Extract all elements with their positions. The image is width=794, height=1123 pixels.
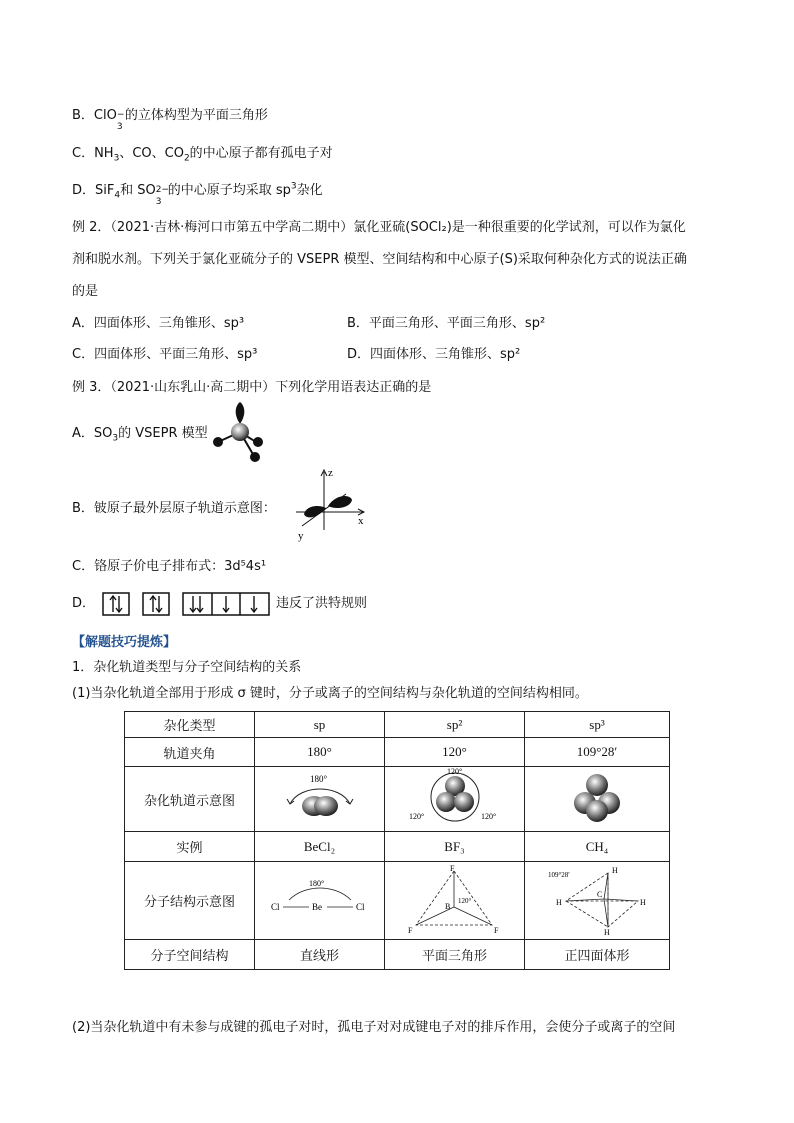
example2-option-c: C．四面体形、平面三角形、sp³ — [72, 347, 258, 362]
example2-line3: 的是 — [72, 284, 99, 299]
sp2-angle-left: 120° — [408, 812, 424, 821]
table-cell: CH₄ — [525, 832, 670, 862]
table-cell: 109°28′ — [525, 738, 670, 767]
table-cell: sp³ — [525, 712, 670, 738]
table-cell: 120° — [385, 738, 525, 767]
bf3-f-right: F — [493, 925, 498, 935]
tips-sub-2: (2)当杂化轨道中有未参与成键的孤电子对时，孤电子对对成键电子对的排斥作用，会使分子或离子的空间 — [72, 1020, 676, 1035]
so3-vsepr-model-image — [210, 402, 274, 464]
example2-option-b: B．平面三角形、平面三角形、sp² — [347, 316, 546, 331]
sp3-orbital-image — [567, 769, 627, 825]
ch4-structure-cell — [525, 862, 670, 940]
becl2-be: Be — [311, 901, 322, 912]
becl2-structure-cell — [255, 862, 385, 940]
table-cell: BF₃ — [385, 832, 525, 862]
example3-title: 例 3．（2021·山东乳山·高二期中）下列化学用语表达正确的是 — [72, 380, 432, 395]
option-b-clo3: B．ClO − 3 的立体构型为平面三角形 — [72, 108, 268, 132]
example2-line1: 例 2．（2021·吉林·梅河口市第五中学高二期中）氯化亚硫(SOCl₂)是一种很重要的化学试剂，可以作为氯化 — [72, 220, 686, 235]
tips-heading: 【解题技巧提炼】 — [72, 635, 177, 650]
option-c-lone-pair: C．$NH_3$、CO、$CO_2$的中心原子都有孤电子对 — [72, 146, 333, 164]
ch4-angle: 109°28′ — [548, 870, 570, 879]
bf3-angle: 120° — [457, 896, 471, 905]
orbital-box-1 — [102, 592, 130, 616]
ch4-h-right: H — [640, 897, 646, 907]
example2-line2: 剂和脱水剂。下列关于氯化亚硫分子的 VSEPR 模型、空间结构和中心原子(S)采取何种杂化方式的说法正确 — [72, 252, 687, 267]
table-cell: 平面三角形 — [385, 940, 525, 970]
ch4-h-left: H — [556, 897, 562, 907]
orbital-box-2 — [142, 592, 170, 616]
becl2-structure-image — [265, 874, 375, 924]
sp-angle-label: 180° — [309, 774, 327, 784]
sp3-orbital-diagram-cell — [525, 767, 670, 832]
ch4-h-bottom: H — [604, 927, 610, 935]
tips-point-1: 1．杂化轨道类型与分子空间结构的关系 — [72, 660, 302, 675]
bf3-b: B — [444, 901, 450, 911]
axis-x-label: x — [358, 515, 364, 527]
table-cell: 直线形 — [255, 940, 385, 970]
table-row — [125, 940, 670, 970]
example3-option-d-suffix: 违反了洪特规则 — [276, 596, 368, 611]
sp-orbital-diagram-cell — [255, 767, 385, 832]
example3-option-a: A．$SO_3$的 VSEPR 模型 — [72, 426, 208, 444]
bf3-structure-image — [400, 863, 510, 935]
table-row — [125, 862, 670, 940]
bf3-f-top: F — [449, 863, 454, 873]
table-cell: 正四面体形 — [525, 940, 670, 970]
row-label: 分子空间结构 — [125, 940, 255, 970]
example2-option-a: A．四面体形、三角锥形、sp³ — [72, 316, 245, 331]
table-cell: sp² — [385, 712, 525, 738]
sp2-angle-right: 120° — [480, 812, 496, 821]
orbital-box-3-p — [182, 592, 270, 616]
table-row — [125, 738, 670, 767]
sp2-angle-top: 120° — [446, 767, 462, 776]
ch4-c: C — [597, 889, 603, 899]
becl2-angle: 180° — [308, 878, 324, 888]
table-cell: sp — [255, 712, 385, 738]
tips-sub-1: (1)当杂化轨道全部用于形成 σ 键时，分子或离子的空间结构与杂化轨道的空间结构相同。 — [72, 686, 588, 701]
row-label: 轨道夹角 — [125, 738, 255, 767]
example3-option-b: B．铍原子最外层原子轨道示意图： — [72, 501, 276, 516]
sp-orbital-image — [280, 772, 360, 822]
bf3-f-left: F — [407, 925, 412, 935]
table-row — [125, 767, 670, 832]
option-d-sp3: D．SiF$_4$和 SO 2− 3 的中心原子均采取 $sp^3$杂化 — [72, 181, 323, 207]
example3-option-d-prefix: D． — [72, 596, 96, 611]
table-cell: 180° — [255, 738, 385, 767]
table-cell: BeCl₂ — [255, 832, 385, 862]
sp2-orbital-diagram-cell — [385, 767, 525, 832]
be-orbital-diagram — [288, 466, 374, 542]
ch4-structure-image — [542, 863, 652, 935]
bf3-structure-cell — [385, 862, 525, 940]
example2-option-d: D．四面体形、三角锥形、sp² — [347, 347, 521, 362]
axis-y-label: y — [298, 530, 304, 542]
ch4-h-top: H — [612, 865, 618, 875]
table-row — [125, 712, 670, 738]
hybridization-table — [124, 711, 670, 970]
row-label: 杂化类型 — [125, 712, 255, 738]
axis-z-label: z — [328, 467, 333, 479]
row-label: 杂化轨道示意图 — [125, 767, 255, 832]
becl2-cl-left: Cl — [270, 901, 280, 912]
row-label: 实例 — [125, 832, 255, 862]
row-label: 分子结构示意图 — [125, 862, 255, 940]
example3-option-c: C．铬原子价电子排布式：3d⁵4s¹ — [72, 559, 267, 574]
sp2-orbital-image — [405, 767, 505, 827]
table-row — [125, 832, 670, 862]
becl2-cl-right: Cl — [355, 901, 365, 912]
